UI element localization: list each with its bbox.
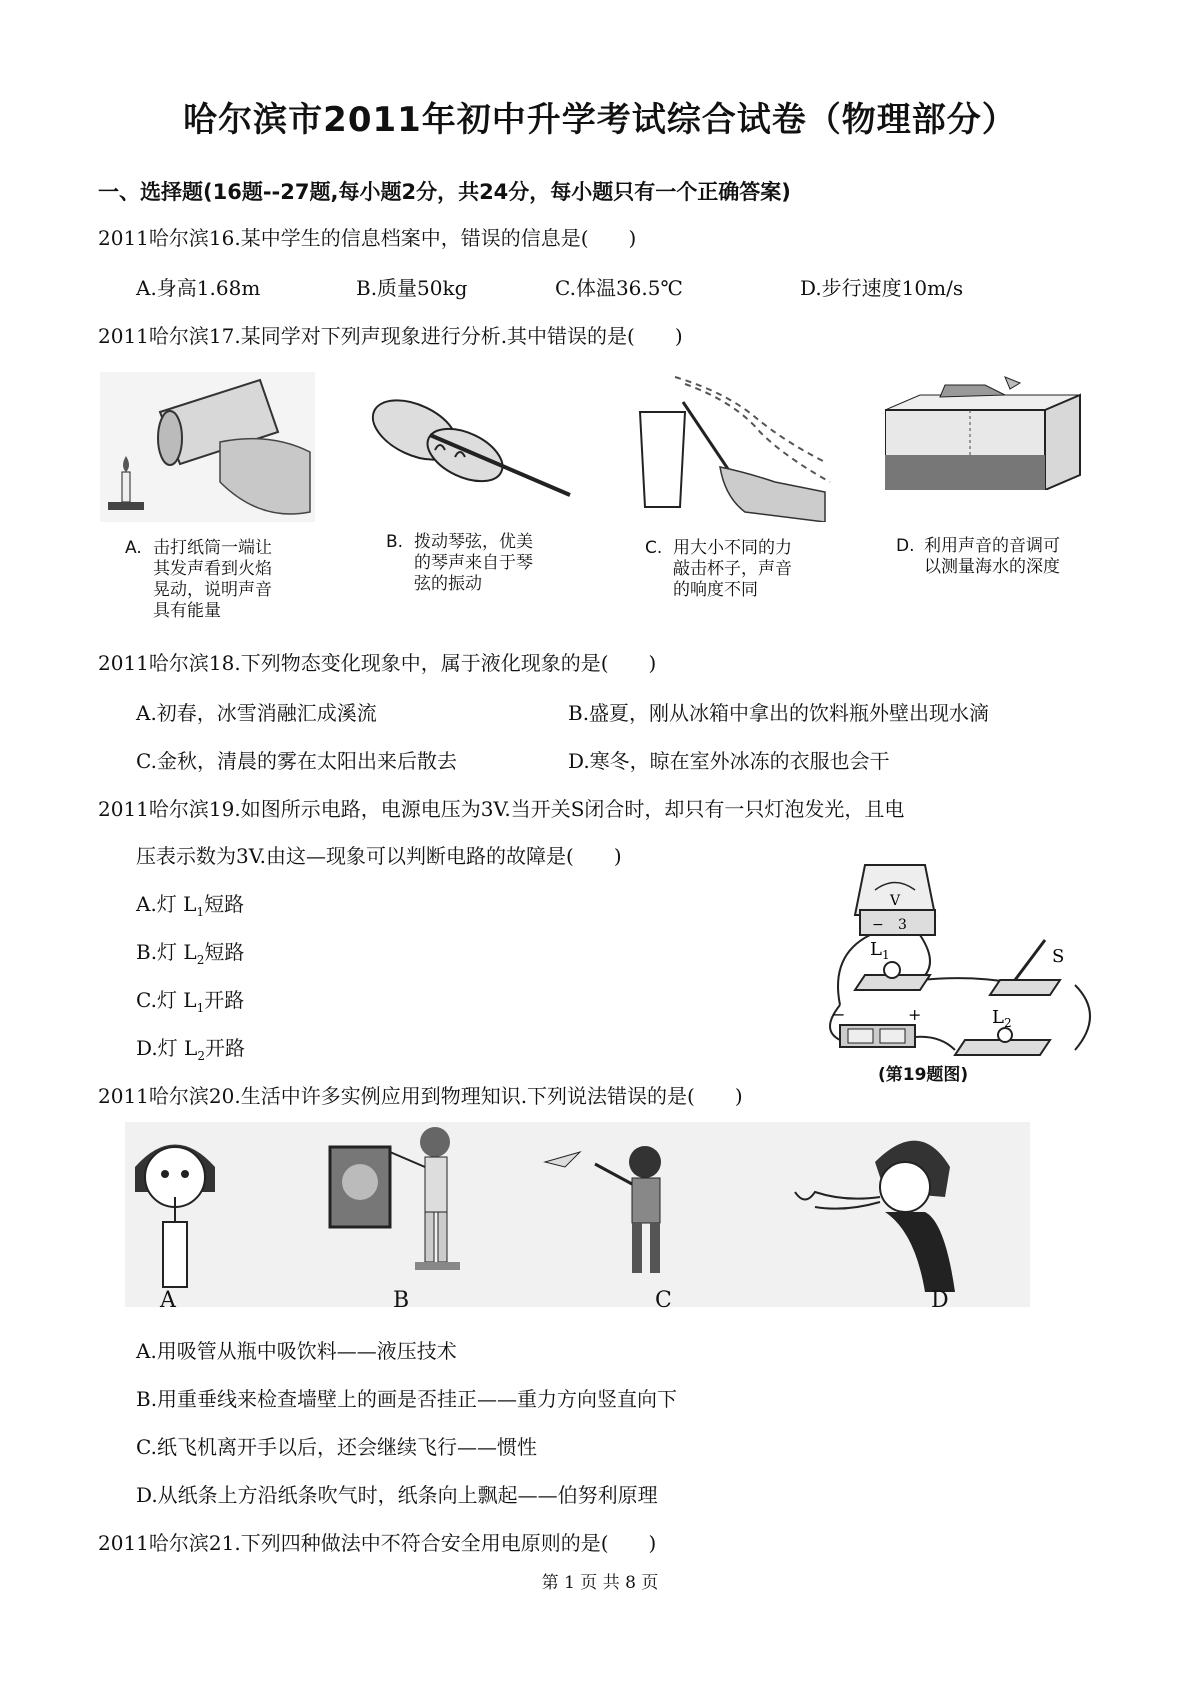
question-20-option-a: A.用吸管从瓶中吸饮料——液压技术 [136, 1339, 457, 1363]
section-heading: 一、选择题(16题--27题,每小题2分，共24分，每小题只有一个正确答案) [98, 180, 791, 204]
cup-and-stick-figure [635, 372, 835, 522]
question-16-option-d: D.步行速度10m/s [800, 276, 964, 300]
question-16-option-c: C.体温36.5℃ [555, 276, 683, 300]
question-20-option-b: B.用重垂线来检查墙壁上的画是否挂正——重力方向竖直向下 [136, 1387, 678, 1411]
question-18-option-d: D.寒冬，晾在室外冰冻的衣服也会干 [568, 749, 890, 773]
battery-minus-terminal: − [832, 1005, 846, 1024]
question-17-stem: 2011哈尔滨17.某同学对下列声现象进行分析.其中错误的是( ) [98, 324, 683, 348]
q20-figure-label-c: C [655, 1288, 672, 1313]
question-16-option-b: B.质量50kg [356, 276, 468, 300]
question-20-stem: 2011哈尔滨20.生活中许多实例应用到物理知识.下列说法错误的是( ) [98, 1084, 743, 1108]
question-20-option-c: C.纸飞机离开手以后，还会继续飞行——惯性 [136, 1435, 537, 1459]
q20-illustrations [125, 1122, 1030, 1307]
tube-and-candle-figure [100, 372, 315, 522]
page-footer: 第 1 页 共 8 页 [541, 1573, 659, 1593]
page-title: 哈尔滨市2011年初中升学考试综合试卷（物理部分） [183, 100, 1017, 140]
question-19-option-a: A.灯 $L_1$短路 [136, 892, 245, 919]
question-19-option-d: D.灯 $L_2$开路 [136, 1036, 245, 1063]
switch-s-label: S [1052, 946, 1065, 967]
circuit-figure-caption: (第19题图) [878, 1065, 969, 1085]
question-17-caption-a: A. 击打纸筒一端让 其发声看到火焰 晃动，说明声音 具有能量 [125, 538, 272, 621]
violin-figure [360, 395, 575, 505]
question-19-stem-line-1: 2011哈尔滨19.如图所示电路，电源电压为3V.当开关S闭合时，却只有一只灯泡发光，且电 [98, 797, 905, 821]
voltmeter-3-terminal: 3 [898, 917, 907, 933]
question-17-caption-b: B. 拨动琴弦，优美 的琴声来自于琴 弦的振动 [386, 532, 533, 594]
battery-plus-terminal: + [908, 1005, 922, 1024]
question-18-stem: 2011哈尔滨18.下列物态变化现象中，属于液化现象的是( ) [98, 651, 657, 675]
circuit-figure [820, 855, 1110, 1070]
question-18-option-a: A.初春，冰雪消融汇成溪流 [136, 701, 377, 725]
question-16-option-a: A.身高1.68m [136, 276, 261, 300]
question-16-stem: 2011哈尔滨16.某中学生的信息档案中，错误的信息是( ) [98, 226, 637, 250]
ship-sonar-figure [885, 375, 1085, 490]
question-19-option-c: C.灯 $L_1$开路 [136, 988, 245, 1015]
question-21-stem: 2011哈尔滨21.下列四种做法中不符合安全用电原则的是( ) [98, 1531, 657, 1555]
q20-figure-label-a: A [160, 1288, 176, 1313]
question-17-caption-d: D. 利用声音的音调可 以测量海水的深度 [896, 536, 1060, 577]
q20-figure-label-b: B [393, 1288, 410, 1313]
question-19-option-b: B.灯 $L_2$短路 [136, 940, 245, 967]
question-18-option-b: B.盛夏，刚从冰箱中拿出的饮料瓶外壁出现水滴 [568, 701, 990, 725]
question-18-option-c: C.金秋，清晨的雾在太阳出来后散去 [136, 749, 457, 773]
lamp-l2-label: $L_2$ [992, 1007, 1012, 1030]
question-17-caption-c: C. 用大小不同的力 敲击杯子，声音 的响度不同 [645, 538, 792, 600]
question-19-stem-line-2: 压表示数为3V.由这—现象可以判断电路的故障是( ) [136, 844, 622, 868]
voltmeter-minus-terminal: − [872, 917, 884, 933]
lamp-l1-label: $L_1$ [870, 939, 890, 962]
voltmeter-v-label: V [889, 893, 901, 909]
question-20-option-d: D.从纸条上方沿纸条吹气时，纸条向上飘起——伯努利原理 [136, 1483, 658, 1507]
q20-figure-label-d: D [931, 1288, 949, 1313]
